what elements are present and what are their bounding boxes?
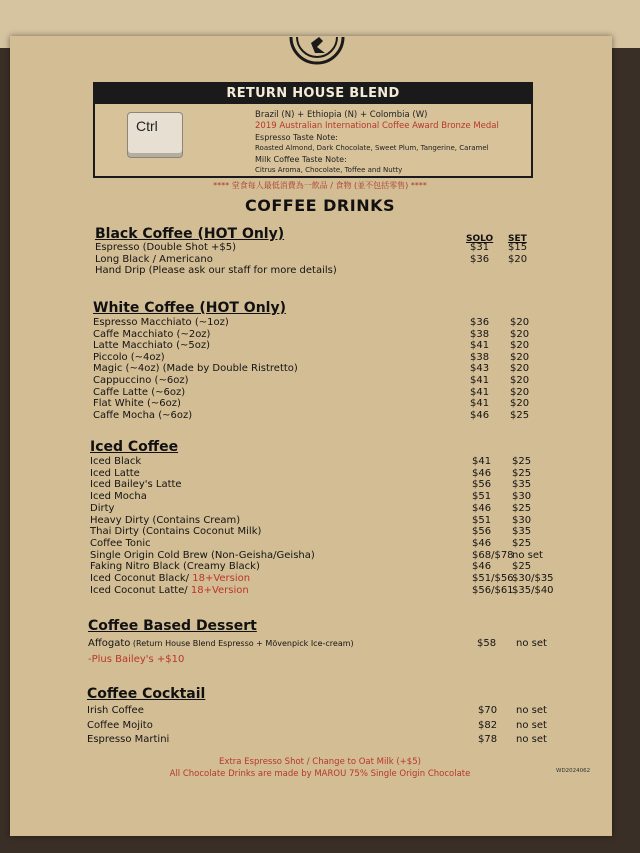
menu-item-label: Dirty: [90, 502, 115, 514]
menu-item-name: [88, 638, 354, 650]
menu-item: [93, 363, 560, 375]
footer-chocolate-note: All Chocolate Drinks are made by MAROU 75% Single Origin Chocolate: [169, 769, 471, 779]
page-title: COFFEE DRINKS: [245, 196, 395, 215]
menu-item-label: Espresso Macchiato (~1oz): [93, 317, 229, 328]
set-price: $20: [510, 398, 530, 410]
menu-item: [87, 734, 560, 746]
menu-item-label: Espresso Martini: [87, 734, 170, 745]
menu-item: [87, 720, 560, 732]
menu-item: [90, 456, 560, 468]
menu-item: [90, 491, 560, 503]
menu-item: [93, 340, 560, 352]
menu-item: [90, 468, 560, 480]
solo-price: $56: [472, 526, 492, 538]
solo-price: $46: [472, 537, 492, 549]
menu-item: [93, 317, 560, 329]
blend-award: 2019 Australian International Coffee Award Bronze Medal: [255, 121, 499, 131]
set-price: $20: [510, 363, 530, 375]
menu-item: [93, 329, 560, 341]
menu-item-name: [90, 491, 147, 503]
set-price: $25: [510, 409, 530, 421]
menu-item-name: [93, 398, 181, 410]
solo-price: $31: [470, 242, 490, 253]
house-blend-box: [93, 82, 533, 178]
menu-item: [90, 515, 560, 527]
menu-item-label: Iced Black: [90, 456, 142, 467]
set-price: $30/$35: [512, 573, 554, 584]
solo-price: $41: [472, 456, 492, 467]
solo-price: $41: [470, 398, 490, 410]
set-price: $15: [508, 242, 528, 253]
menu-item-label: Irish Coffee: [87, 705, 144, 716]
minimum-charge-note: **** 堂食每人最低消費為一飲品 / 食物 (並不包括零售) ****: [213, 181, 427, 190]
set-price: no set: [516, 734, 547, 745]
set-price: $25: [512, 537, 532, 549]
solo-price: $36: [470, 253, 490, 265]
menu-item-name: [90, 456, 141, 468]
footer-extra-shot: Extra Espresso Shot / Change to Oat Milk (+$5): [219, 757, 421, 767]
espresso-note: Roasted Almond, Dark Chocolate, Sweet Plum, Tangerine, Caramel: [255, 144, 489, 152]
menu-item-name: [90, 538, 151, 550]
set-price: $20: [510, 386, 530, 398]
set-price: $35: [512, 526, 532, 538]
menu-item-name: [90, 468, 140, 480]
menu-item-version: 18+Version: [187, 584, 249, 596]
menu-item: [90, 573, 560, 585]
menu-item-name: [87, 720, 153, 732]
solo-price: $56: [472, 479, 492, 491]
set-price: $25: [512, 456, 532, 467]
set-price: $30: [512, 491, 532, 503]
set-column-header: SET: [508, 234, 527, 244]
milk-note: Citrus Aroma, Chocolate, Toffee and Nutty: [255, 166, 403, 174]
menu-item: [90, 503, 560, 515]
menu-item-name: [93, 340, 210, 352]
menu-item-label: Single Origin Cold Brew (Non-Geisha/Geisha): [90, 549, 315, 561]
solo-price: $70: [478, 705, 498, 716]
menu-item-label: Piccolo (~4oz): [93, 351, 165, 363]
set-price: $20: [510, 328, 530, 340]
solo-price: $46: [472, 467, 492, 479]
menu-item-name: [93, 410, 192, 422]
menu-item-label: Iced Bailey's Latte: [90, 479, 182, 491]
solo-price: $78: [478, 734, 498, 745]
blend-origin: Brazil (N) + Ethiopia (N) + Colombia (W): [255, 110, 428, 120]
menu-item-name: [90, 515, 240, 527]
menu-item-name: [90, 561, 260, 573]
solo-price: $51: [472, 514, 492, 526]
section-title: Coffee Cocktail: [87, 686, 206, 702]
menu-item-name: [90, 479, 182, 491]
menu-item-label: Cappuccino (~6oz): [93, 375, 189, 386]
menu-item: [90, 526, 560, 538]
menu-item-name: [90, 503, 114, 515]
solo-price: $41: [470, 340, 490, 352]
set-price: $20: [510, 340, 530, 352]
menu-item: [93, 375, 560, 387]
set-price: $20: [508, 253, 528, 265]
menu-item: [87, 705, 560, 717]
solo-price: $43: [470, 363, 490, 375]
menu-version-code: WD2024062: [556, 768, 591, 774]
solo-column-header: SOLO: [466, 234, 494, 244]
solo-price: $82: [478, 719, 498, 731]
menu-item-label: Magic (~4oz) (Made by Double Ristretto): [93, 363, 298, 375]
menu-item-name: [87, 705, 144, 717]
menu-item-label: Iced Latte: [90, 467, 140, 479]
menu-item-label: Iced Coconut Latte/: [90, 584, 188, 596]
menu-item-label: Coffee Mojito: [87, 719, 153, 731]
menu-item: [90, 585, 560, 597]
solo-price: $68/$78: [472, 549, 514, 561]
solo-price: $41: [470, 375, 490, 386]
set-price: $35: [512, 479, 532, 491]
menu-item-label: -Plus Bailey's +$10: [88, 654, 185, 665]
menu-item-version: 18+Version: [189, 573, 251, 584]
menu-item: [95, 265, 560, 277]
menu-item-label: Flat White (~6oz): [93, 398, 181, 410]
solo-price: $38: [470, 351, 490, 363]
menu-item-label: Coffee Tonic: [90, 537, 151, 549]
menu-item-label: Hand Drip (Please ask our staff for more details): [95, 265, 337, 276]
menu-item: [95, 254, 560, 266]
set-price: no set: [516, 719, 547, 731]
menu-item: [90, 538, 560, 550]
menu-item-name: [95, 242, 236, 254]
menu-item-label: Latte Macchiato (~5oz): [93, 340, 210, 352]
menu-item-label: Affogato: [88, 638, 131, 649]
menu-item: [88, 638, 560, 650]
menu-item-name: [93, 363, 298, 375]
solo-price: $46: [472, 502, 492, 514]
menu-item-label: Caffe Latte (~6oz): [93, 386, 186, 398]
menu-item-label: Caffe Macchiato (~2oz): [93, 328, 211, 340]
menu-item-name: [95, 254, 213, 266]
solo-price: $51: [472, 491, 492, 503]
solo-price: $58: [477, 638, 497, 649]
menu-item-name: [93, 329, 210, 341]
solo-price: $56/$61: [472, 584, 514, 596]
menu-item: [93, 387, 560, 399]
menu-item-name: [95, 265, 337, 277]
menu-item-name: [93, 387, 185, 399]
ctrl-key-logo: Ctrl: [127, 112, 183, 158]
menu-item-label: Long Black / Americano: [95, 253, 213, 265]
menu-item-name: [93, 317, 229, 329]
section-title: Coffee Based Dessert: [88, 618, 257, 634]
set-price: $35/$40: [512, 584, 554, 596]
menu-item-name: [87, 734, 169, 746]
house-blend-title: RETURN HOUSE BLEND: [95, 84, 531, 104]
menu-item: [93, 410, 560, 422]
solo-price: $51/$56: [472, 573, 514, 584]
menu-item: [93, 352, 560, 364]
menu-item-label: Espresso (Double Shot +$5): [95, 242, 237, 253]
menu-item: [88, 654, 560, 666]
set-price: $20: [510, 317, 530, 328]
menu-item: [90, 550, 560, 562]
menu-item-label: Heavy Dirty (Contains Cream): [90, 514, 241, 526]
menu-item-name: [93, 375, 188, 387]
set-price: no set: [516, 705, 547, 716]
menu-item: [95, 242, 560, 254]
menu-item-label: Thai Dirty (Contains Coconut Milk): [90, 526, 262, 538]
menu-item: [93, 398, 560, 410]
espresso-note-label: Espresso Taste Note:: [255, 133, 338, 142]
brand-logo-icon: [287, 33, 347, 73]
menu-item: [90, 561, 560, 573]
section-title: Iced Coffee: [90, 439, 179, 455]
menu-item-name: [88, 654, 184, 666]
solo-price: $46: [472, 561, 492, 573]
set-price: no set: [516, 638, 547, 649]
menu-item-name: [90, 526, 261, 538]
menu-item-label: Caffe Mocha (~6oz): [93, 409, 193, 421]
menu-item-name: [90, 550, 315, 562]
menu-item-name: [93, 352, 165, 364]
milk-note-label: Milk Coffee Taste Note:: [255, 155, 347, 164]
solo-price: $36: [470, 317, 490, 328]
set-price: $25: [512, 502, 532, 514]
solo-price: $38: [470, 328, 490, 340]
set-price: $25: [512, 467, 532, 479]
set-price: $30: [512, 514, 532, 526]
menu-item-detail: (Return House Blend Espresso + Mövenpick Ice-cream): [130, 639, 354, 648]
menu-item-name: [90, 573, 250, 585]
solo-price: $46: [470, 409, 490, 421]
menu-item-label: Faking Nitro Black (Creamy Black): [90, 561, 260, 573]
menu-item-label: Iced Mocha: [90, 491, 147, 503]
set-price: $20: [510, 375, 530, 386]
solo-price: $41: [470, 386, 490, 398]
section-title: Black Coffee (HOT Only): [95, 226, 285, 242]
house-blend-info: [255, 110, 499, 176]
menu-item-name: [90, 585, 249, 597]
menu-item: [90, 479, 560, 491]
section-title: White Coffee (HOT Only): [93, 300, 286, 316]
menu-item-label: Iced Coconut Black/: [90, 573, 190, 584]
set-price: no set: [512, 549, 543, 561]
set-price: $25: [512, 561, 532, 573]
set-price: $20: [510, 351, 530, 363]
